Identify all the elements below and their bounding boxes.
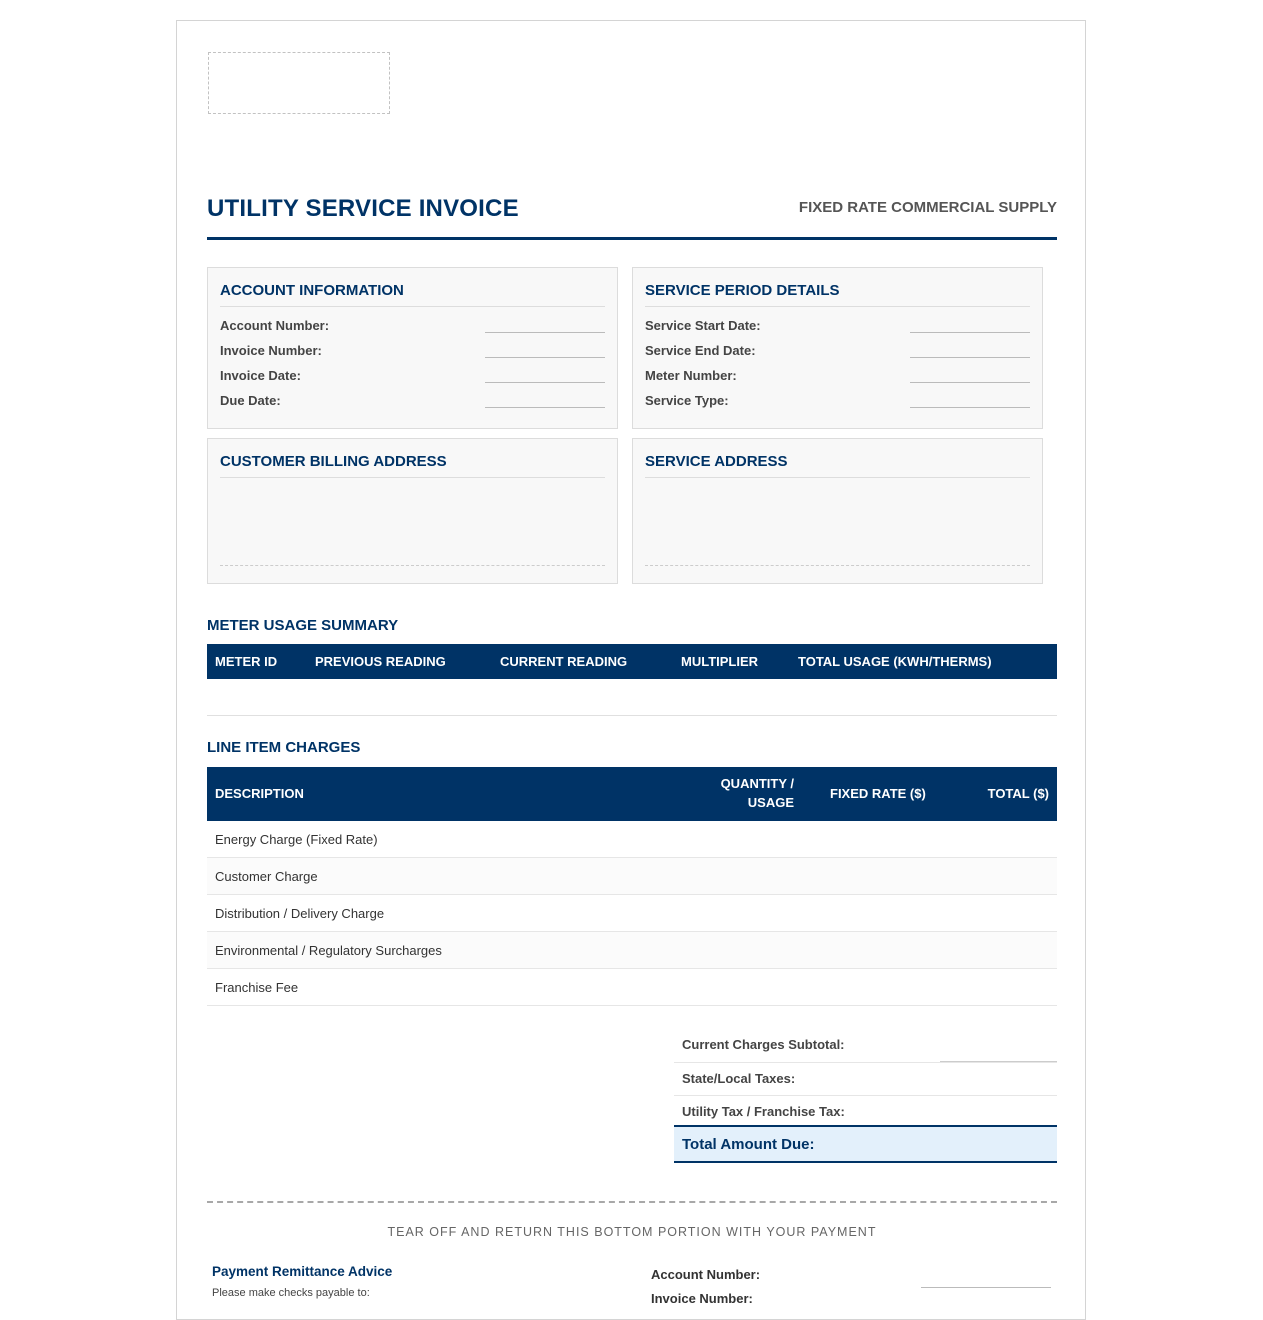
service-end-label: Service End Date: (645, 343, 756, 358)
row-description: Franchise Fee (215, 980, 299, 995)
meter-usage-title: METER USAGE SUMMARY (207, 617, 399, 634)
invoice-number-field[interactable] (485, 357, 605, 358)
col-quantity-line2: USAGE (747, 795, 794, 810)
invoice-title: UTILITY SERVICE INVOICE (207, 195, 519, 222)
remittance-account-number-field[interactable] (921, 1287, 1051, 1288)
line-item-charges-title: LINE ITEM CHARGES (207, 739, 361, 756)
invoice-subtitle: FIXED RATE COMMERCIAL SUPPLY (798, 199, 1057, 216)
tear-off-instruction: TEAR OFF AND RETURN THIS BOTTOM PORTION WITH YOUR PAYMENT (387, 1225, 877, 1239)
table-row (207, 821, 1057, 858)
remittance-title: Payment Remittance Advice (212, 1264, 393, 1279)
service-type-row (645, 393, 1030, 418)
meter-usage-table-header (207, 644, 1057, 679)
account-number-label: Account Number: (220, 318, 330, 333)
table-row (207, 858, 1057, 895)
service-period-panel (632, 267, 1043, 429)
col-description: DESCRIPTION (215, 786, 304, 801)
subtotal-row (674, 1029, 1057, 1062)
invoice-date-row (220, 368, 605, 393)
customer-billing-address-panel (207, 438, 618, 584)
subtotal-label: Current Charges Subtotal: (682, 1037, 845, 1052)
billing-address-field[interactable] (220, 565, 605, 566)
utility-tax-label: Utility Tax / Franchise Tax: (682, 1104, 845, 1119)
utility-tax-row (674, 1095, 1057, 1129)
table-row (207, 895, 1057, 932)
account-information-panel (207, 267, 618, 429)
row-description: Customer Charge (215, 869, 318, 884)
taxes-row (674, 1062, 1057, 1096)
account-number-field[interactable] (485, 332, 605, 333)
remittance-invoice-number-label: Invoice Number: (651, 1291, 753, 1306)
invoice-page (176, 20, 1086, 1320)
table-row (207, 932, 1057, 969)
invoice-number-row (220, 343, 605, 368)
service-address-title: SERVICE ADDRESS (645, 453, 1030, 478)
service-address-field[interactable] (645, 565, 1030, 566)
invoice-date-label: Invoice Date: (220, 368, 301, 383)
remittance-account-number-label: Account Number: (651, 1267, 761, 1282)
service-period-title: SERVICE PERIOD DETAILS (645, 282, 1030, 307)
account-number-row (220, 318, 605, 343)
total-amount-due-row (674, 1125, 1057, 1163)
meter-number-label: Meter Number: (645, 368, 737, 383)
col-meter-id: METER ID (215, 654, 278, 669)
service-end-field[interactable] (910, 357, 1030, 358)
remittance-payable-to: Please make checks payable to: (212, 1287, 370, 1299)
col-total: TOTAL ($) (987, 786, 1049, 801)
meter-number-field[interactable] (910, 382, 1030, 383)
row-description: Distribution / Delivery Charge (215, 906, 385, 921)
service-type-field[interactable] (910, 407, 1030, 408)
service-start-field[interactable] (910, 332, 1030, 333)
account-information-title: ACCOUNT INFORMATION (220, 282, 605, 307)
section-divider (207, 715, 1057, 716)
col-current-reading: CURRENT READING (500, 654, 628, 669)
col-total-usage: TOTAL USAGE (KWH/THERMS) (798, 654, 992, 669)
row-description: Environmental / Regulatory Surcharges (215, 943, 442, 958)
tear-off-line (207, 1201, 1057, 1203)
col-fixed-rate: FIXED RATE ($) (830, 786, 926, 801)
taxes-label: State/Local Taxes: (682, 1071, 796, 1086)
invoice-date-field[interactable] (485, 382, 605, 383)
col-multiplier: MULTIPLIER (681, 654, 759, 669)
line-items-table-header (207, 767, 1057, 821)
service-type-label: Service Type: (645, 393, 729, 408)
total-amount-due-label: Total Amount Due: (682, 1136, 815, 1153)
due-date-field[interactable] (485, 407, 605, 408)
row-description: Energy Charge (Fixed Rate) (215, 832, 378, 847)
logo-placeholder (208, 52, 390, 114)
due-date-label: Due Date: (220, 393, 281, 408)
service-address-panel (632, 438, 1043, 584)
table-row (207, 969, 1057, 1006)
invoice-number-label: Invoice Number: (220, 343, 322, 358)
due-date-row (220, 393, 605, 418)
service-end-row (645, 343, 1030, 368)
invoice-header (207, 193, 1057, 240)
customer-billing-address-title: CUSTOMER BILLING ADDRESS (220, 453, 605, 478)
service-start-row (645, 318, 1030, 343)
service-start-label: Service Start Date: (645, 318, 761, 333)
col-quantity-line1: QUANTITY / (720, 776, 794, 791)
meter-number-row (645, 368, 1030, 393)
col-previous-reading: PREVIOUS READING (315, 654, 446, 669)
